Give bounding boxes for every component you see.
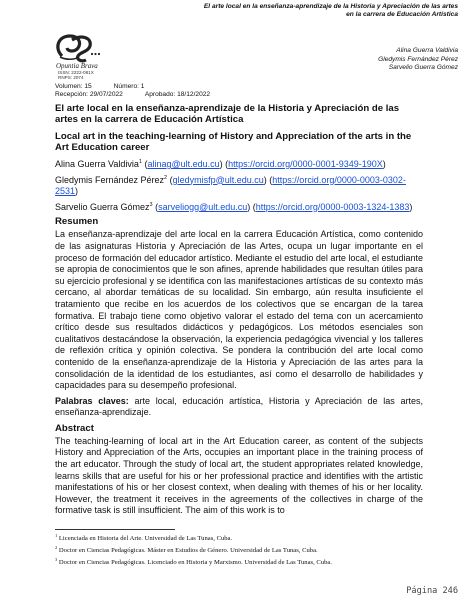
author-sup: 2 (164, 174, 168, 181)
header-author: Sarvelio Guerra Gómez (388, 64, 458, 72)
author-sup: 1 (138, 159, 142, 165)
keywords (55, 396, 423, 419)
author-orcid-link[interactable]: https://orcid.org/0000-0003-1324-1383 (255, 201, 410, 212)
author-email-link[interactable]: gledymisfp@ult.edu.cu (172, 174, 264, 185)
article-body (55, 103, 423, 521)
title-english: Local art in the teaching-learning of History and Appreciation of the arts in the Art Education career (55, 131, 412, 153)
footnote: $^2$ Doctor en Ciencias Pedagógicas. Máster en Estudios de Género. Universidad de Las Tunas, Cuba. (55, 544, 318, 554)
footnotes (55, 532, 332, 567)
author-name: Sarvelio Guerra Gómez (55, 201, 150, 212)
resumen-heading: Resumen (55, 216, 99, 228)
author-orcid-link[interactable]: https://orcid.org/0000-0003-0302-2531 (55, 174, 406, 197)
header-author: Alina Guerra Valdivia (396, 47, 458, 54)
author-name: Alina Guerra Valdivia (55, 159, 139, 169)
page-number: Página 246 (406, 586, 458, 596)
author-2: Gledymis Fernández Pérez$^2$ (gledymisfp@ult.edu.cu) (https://orcid.org/0000-0003-0302-2531) (55, 174, 406, 197)
footnote: $^1$ Licenciada en Historia del Arte. Universidad de Las Tunas, Cuba. (55, 533, 233, 543)
issn: ISSN: 2222-081X (58, 70, 94, 75)
issn-block (58, 70, 94, 81)
publication-meta (55, 83, 210, 99)
resumen-text: La enseñanza-aprendizaje del arte local en la carrera Educación Artística, como contenido de las asignaturas Historia y Apreciación de las Artes, ocupa un lugar importante en el proceso de formación del educador artístico. Mediante el estudio del arte local, el estudiante se apropia de conocimientos que le son afines, aprende habilidades que resultan útiles para su ejercicio profesional y se identifica con las manifestaciones artísticas de su contexto más cercano, al abordar temáticas de su localidad. Sin embargo, aún resulta insuficiente el tratamiento que recibe en los acuerdos de los colectivos que se encargan de la tarea formativa. El trabajo tiene como objetivo valorar el estado del tema con un acercamiento crítico desde sus resultados didácticos y pedagógicos. Los métodos esenciales son cualitativos destacándose la observación, la experiencia pedagógica vivencial y los talleres de reflexión crítica y opinión colectiva. Se pondera la contribución del arte local como contenido de la enseñanza-aprendizaje de la Historia y Apreciación de las artes para la consolidación de la identidad de los estudiantes, así como el desarrollo de habilidades y capacidades para su desempeño profesional. (55, 229, 423, 391)
logo-wordmark: Opuntia Brava (56, 62, 98, 70)
approved-date: Aprobado: 18/12/2022 (144, 91, 211, 98)
journal-logo-icon (48, 30, 110, 74)
author-sup: 3 (149, 201, 153, 208)
footnote: $^3$ Doctor en Ciencias Pedagógicas. Licenciado en Historia y Marxismo. Universidad de Las Tunas, Cuba. (55, 556, 332, 566)
volume: Volumen: 15 (55, 83, 92, 90)
running-header-title: El arte local en la enseñanza-aprendizaje de la Historia y Apreciación de las artes en la carrera de Educación Artística (203, 3, 458, 18)
keywords-label: Palabras claves: (55, 395, 129, 406)
keywords-text: arte local, educación artística, Historia y Apreciación de las artes, enseñanza-aprendizaje. (55, 395, 423, 418)
number: Número: 1 (113, 83, 145, 90)
author-1: Alina Guerra Valdivia$^1$ (alinag@ult.edu.cu) (https://orcid.org/0000-0001-9349-190X) (55, 159, 386, 169)
author-email-link[interactable]: sarveliogg@ult.edu.cu (158, 201, 248, 212)
running-header-authors (300, 47, 458, 73)
abstract-text: The teaching-learning of local art in the Art Education career, as content of the subjects History and Appreciation of the Arts, occupies an important place in the training process of the art educator. Through the study of local art, the student appropriates related knowledge, learns skills that are useful for his or her professional practice and identifies with the artistic manifestations of his or her closest context, when dealing with themes of his or her locality. However, the treatment it receives in the agreements of the collectives in charge of the formative task is still insufficient. The aim of this work is to (55, 435, 423, 516)
author-name: Gledymis Fernández Pérez (55, 174, 165, 185)
author-email-link[interactable]: alinag@ult.edu.cu (147, 159, 220, 169)
rnps: RNPS: 2074 (58, 75, 84, 81)
title-spanish: El arte local en la enseñanza-aprendizaje de la Historia y Apreciación de las artes en la carrera de Educación Artística (55, 103, 400, 125)
received-date: Recepción: 29/07/2022 (55, 91, 123, 98)
author-3: Sarvelio Guerra Gómez$^3$ (sarveliogg@ult.edu.cu) (https://orcid.org/0000-0003-1324-1383) (55, 201, 413, 212)
footnote-divider (55, 529, 175, 530)
abstract-heading: Abstract (55, 422, 94, 434)
author-orcid-link[interactable]: https://orcid.org/0000-0001-9349-190X (228, 159, 383, 169)
header-author: Gledymis Fernández Pérez (378, 55, 458, 63)
